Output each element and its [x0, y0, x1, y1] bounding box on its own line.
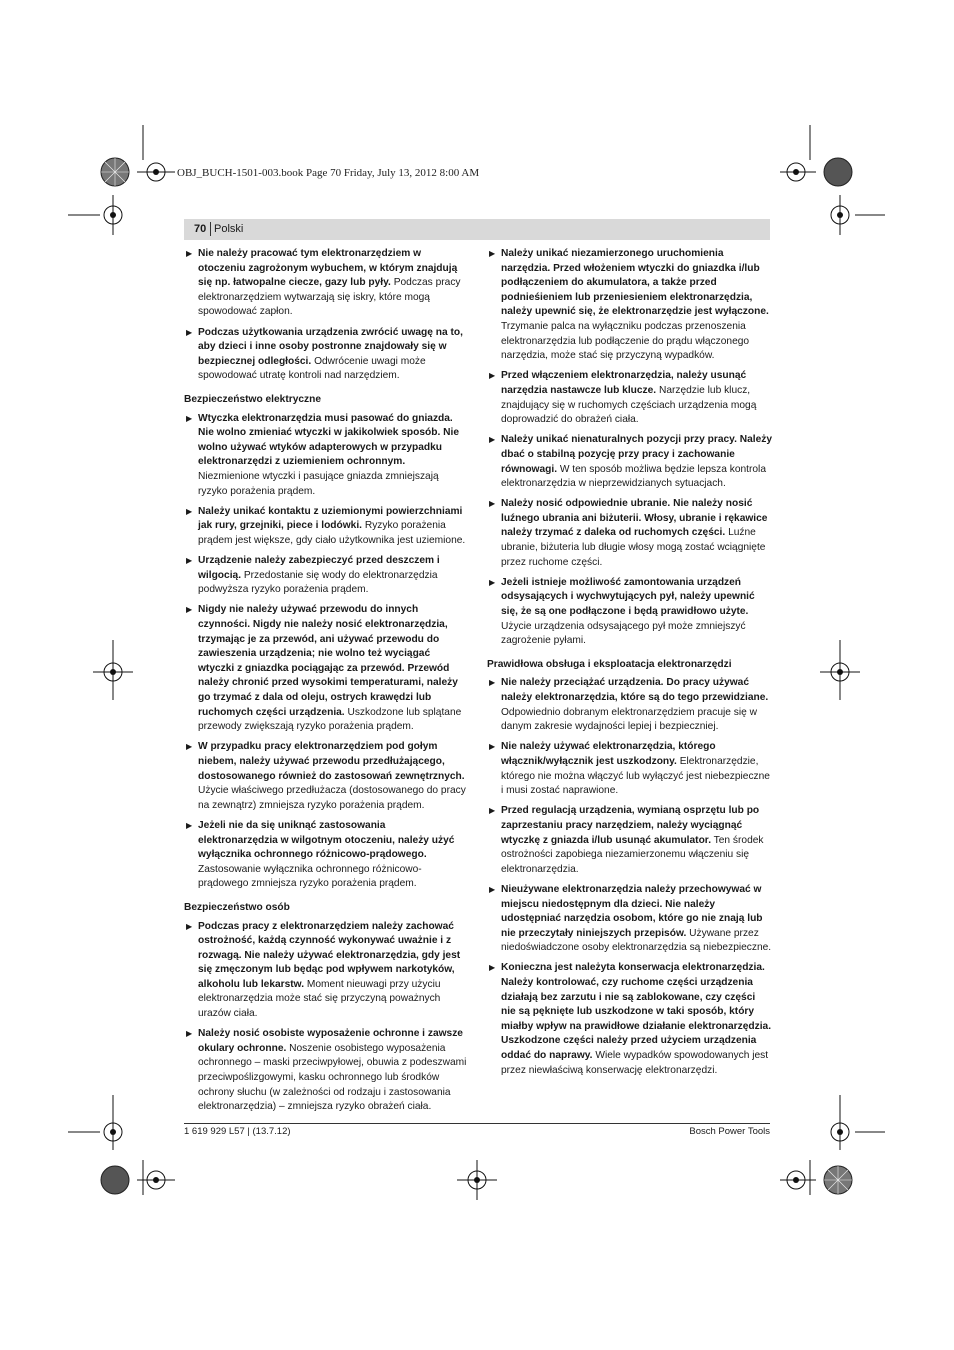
safety-item-heading: Wtyczka elektronarzędzia musi pasować do gniazda. Nie wolno zmieniać wtyczki w jakikolwiek sposób. Nie wolno używać wtyków adapterowych w przypadku elektronarzędzi z uziemieniem ochronnym.: [198, 412, 459, 468]
safety-item: [487, 433, 772, 491]
safety-item: [184, 920, 468, 1022]
safety-item-heading: Jeżeli nie da się uniknąć zastosowania elektronarzędzia w wilgotnym otoczeniu, należy użyć wyłącznika ochronnego różnicowo-prądowego.: [198, 819, 455, 861]
safety-item: [184, 1027, 468, 1115]
safety-item-heading: Nie należy używać elektronarzędzia, którego włącznik/wyłącznik jest uszkodzony.: [501, 741, 716, 767]
safety-item-heading: Należy unikać nienaturalnych pozycji przy pracy. Należy dbać o stabilną pozycję przy pracy i zachowanie równowagi.: [501, 434, 773, 475]
safety-item-text: Użycie urządzenia odsysającego pył może zmniejszyć zagrożenie pyłami.: [501, 620, 746, 647]
safety-item-text: Użycie właściwego przedłużacza (dostosowanego do pracy na zewnątrz) zmniejsza ryzyko porażenia prądem.: [198, 785, 466, 811]
safety-item-heading: Nigdy nie należy używać przewodu do innych czynności. Nigdy nie należy nosić elektronarzędzia, trzymając je za przewód, ani używać przewodu do zawieszenia urządzenia; nie wolno też wyciągać wtyczki z gniazdka pociągając za przewód. Przewód należy chronić przed wysokimi temperaturami, należy go trzymać z dala od oleju, ostrych krawędzi lub ruchomych części urządzenia.: [198, 604, 458, 718]
safety-item-heading: Podczas pracy z elektronarzędziem należy zachować ostrożność, każdą czynność wykonywać uważnie i z rozwagą. Nie należy używać elektronarzędzia, gdy jest się zmęczonym lub będąc pod wpływem narkotyków, alkoholu lub lekarstw.: [198, 920, 461, 990]
section-heading: Bezpieczeństwo osób: [184, 901, 290, 913]
item-list: [184, 412, 468, 892]
safety-item: [184, 740, 468, 813]
safety-item-heading: Konieczna jest należyta konserwacja elektronarzędzia. Należy kontrolować, czy ruchome części urządzenia działają bez zarzutu i nie są zablokowane, czy części nie są pęknięte lub uszkodzone w taki sposób, który miałby wpływ na prawidłowe działanie elektronarzędzia. Uszkodzone części należy przed użyciem urządzenia oddać do naprawy.: [501, 962, 772, 1062]
safety-item-heading: W przypadku pracy elektronarzędziem pod gołym niebem, należy używać przewodu przedłużającego, dostosowanego również do zastosowań zewnętrznych.: [198, 741, 465, 782]
safety-item-heading: Przed regulacją urządzenia, wymianą osprzętu lub po zaprzestaniu pracy narzędziem, należy wyciągnąć wtyczkę z gniazda i/lub usunąć akumulator.: [501, 805, 760, 846]
safety-item: [184, 505, 468, 549]
safety-item-text: Luźne ubranie, biżuteria lub długie włosy mogą zostać wciągnięte przez ruchome części.: [501, 527, 766, 568]
right-column: [487, 247, 772, 1084]
safety-item-heading: Należy nosić osobiste wyposażenie ochronne i zawsze okulary ochronne.: [198, 1028, 463, 1054]
safety-item-heading: Jeżeli istnieje możliwość zamontowania urządzeń odsysających i wychwytujących pył, należy upewnić się, że są one podłączone i będą prawidłowo użyte.: [501, 576, 755, 618]
header-separator: [210, 222, 211, 236]
safety-item: [487, 247, 772, 364]
safety-item: [184, 554, 468, 598]
safety-item-text: Podczas pracy elektronarzędziem wytwarzają się iskry, które mogą spowodować zapłon.: [198, 277, 461, 318]
safety-item-text: Narzędzie lub klucz, znajdujący się w ruchomych częściach urządzenia mogą doprowadzić do obrażeń ciała.: [501, 384, 757, 426]
safety-item-text: Uszkodzone lub splątane przewody zwiększają ryzyko porażenia prądem.: [198, 706, 462, 733]
safety-item-heading: Należy unikać niezamierzonego uruchomienia narzędzia. Przed włożeniem wtyczki do gniazdka i/lub podłączeniem do akumulatora, a także przed podnieśieniem lub przeniesieniem elektronarzędzia, należy upewnić się, że elektronarzędzie jest wyłączone.: [501, 248, 769, 318]
footer-brand: Bosch Power Tools: [689, 1126, 770, 1137]
page-number: 70: [194, 223, 207, 235]
safety-item: [184, 326, 468, 384]
section-heading: Bezpieczeństwo elektryczne: [184, 393, 322, 405]
safety-item-heading: Nie należy pracować tym elektronarzędziem w otoczeniu zagrożonym wybuchem, w którym znajdują się np. łatwopalne ciecze, gazy lub pyły.: [198, 248, 458, 289]
footer-doc-code: 1 619 929 L57 | (13.7.12): [184, 1126, 291, 1137]
safety-item: [487, 883, 772, 956]
safety-item: [487, 740, 772, 798]
safety-item-heading: Przed włączeniem elektronarzędzia, należy usunąć narzędzia nastawcze lub klucze.: [501, 370, 747, 396]
safety-item: [487, 676, 772, 734]
safety-item: [184, 603, 468, 734]
safety-item-text: Noszenie osobistego wyposażenia ochronnego – maski przeciwpyłowej, obuwia z podeszwami przeciwpoślizgowymi, kasku ochronnego lub środków ochrony słuchu (w zależności od rodzaju i zastosowania elektronarzędzia) – zmniejsza ryzyko obrażeń ciała.: [198, 1042, 467, 1113]
safety-item-heading: Nie należy przeciążać urządzenia. Do pracy używać należy elektronarzędzia, które są do tego przewidziane.: [501, 677, 769, 703]
item-list: [184, 920, 468, 1115]
left-column: [184, 247, 468, 1120]
header-bar: [184, 219, 770, 240]
section-heading: Prawidłowa obsługa i eksploatacja elektronarzędzi: [487, 658, 732, 670]
print-info: OBJ_BUCH-1501-003.book Page 70 Friday, July 13, 2012 8:00 AM: [177, 167, 480, 179]
safety-item: [487, 369, 772, 427]
page-language: Polski: [214, 223, 244, 235]
safety-item-text: Ryzyko porażenia prądem jest większe, gdy ciało użytkownika jest uziemione.: [198, 520, 466, 546]
safety-item-heading: Urządzenie należy zabezpieczyć przed deszczem i wilgocią.: [198, 555, 440, 581]
item-list: [487, 676, 772, 1078]
safety-item-heading: Należy nosić odpowiednie ubranie. Nie należy nosić luźnego ubrania ani biżuterii. Włosy, ubranie i rękawice należy trzymać z daleka od ruchomych części.: [501, 498, 768, 539]
safety-item-text: Ten środek ostrożności zapobiega niezamierzonemu włączeniu się elektronarzędzia.: [501, 834, 764, 875]
safety-item-text: Przedostanie się wody do elektronarzędzia podwyższa ryzyko porażenia prądem.: [198, 569, 438, 596]
safety-item-text: Wiele wypadków spowodowanych jest przez niewłaściwą konserwację elektronarzędzi.: [501, 1050, 769, 1076]
safety-item-text: Odwrócenie uwagi może spowodować utratę kontroli nad narzędziem.: [198, 355, 426, 382]
safety-item: [487, 497, 772, 570]
safety-item: [184, 412, 468, 500]
footer-rule: [184, 1123, 770, 1124]
safety-item-text: Trzymanie palca na wyłączniku podczas przenoszenia elektronarzędzia lub podłączenie do prądu włączonego narzędzia, może stać się przyczyną wypadków.: [501, 320, 750, 362]
safety-item-text: Używane przez niedoświadczone osoby elektronarzędzia są niebezpieczne.: [501, 927, 772, 954]
safety-item: [487, 804, 772, 877]
item-list: [487, 247, 772, 649]
safety-item: [487, 576, 772, 649]
safety-item: [184, 247, 468, 320]
safety-item-heading: Podczas użytkowania urządzenia zwrócić uwagę na to, aby dzieci i inne osoby postronne znajdowały się w bezpiecznej odległości.: [198, 326, 463, 367]
safety-item-text: Elektronarzędzie, którego nie można włączyć lub wyłączyć jest niebezpieczne i musi zostać naprawione.: [501, 755, 770, 797]
safety-item-text: Moment nieuwagi przy użyciu elektronarzędzia może stać się przyczyną poważnych urazów ciała.: [198, 978, 441, 1020]
item-list: [184, 247, 468, 384]
safety-item: [184, 819, 468, 892]
safety-item-text: W ten sposób możliwa będzie lepsza kontrola elektronarzędzia w nieprzewidzianych sytuacjach.: [501, 463, 766, 490]
safety-item-heading: Należy unikać kontaktu z uziemionymi powierzchniami jak rury, grzejniki, piece i lodówki.: [198, 505, 463, 532]
safety-item-text: Niezmienione wtyczki i pasujące gniazda zmniejszają ryzyko porażenia prądem.: [198, 470, 439, 497]
safety-item-heading: Nieużywane elektronarzędzia należy przechowywać w miejscu niedostępnym dla dzieci. Nie należy udostępniać narzędzia osobom, które go nie znają lub nie przeczytały niniejszych przepisów.: [501, 883, 763, 939]
safety-item-text: Zastosowanie wyłącznika ochronnego różnicowo-prądowego zmniejsza ryzyko porażenia prądem.: [198, 863, 422, 890]
safety-item: [487, 961, 772, 1078]
safety-item-text: Odpowiednio dobranym elektronarzędziem pracuje się w danym zakresie wydajności lepiej i bezpieczniej.: [501, 706, 757, 733]
